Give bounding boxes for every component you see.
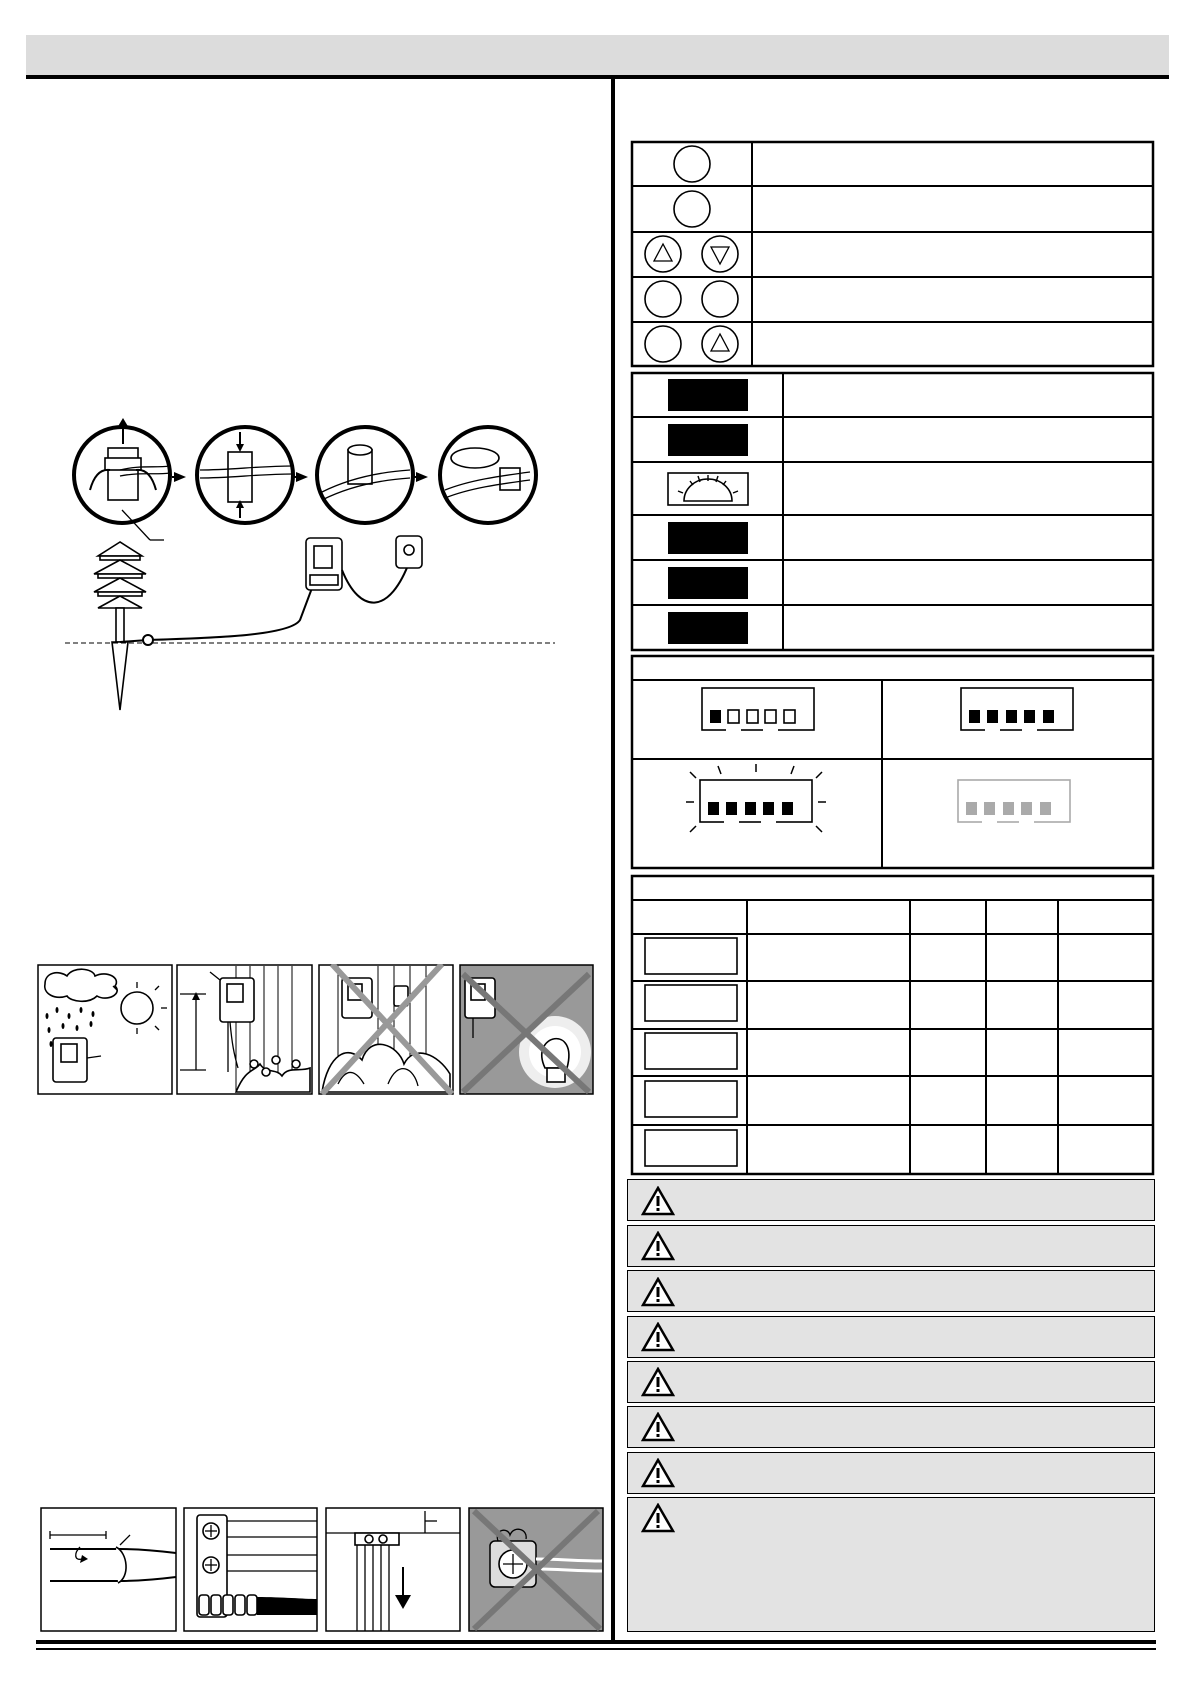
button-function-table [630,140,1155,370]
sunrise-icon [668,473,748,505]
wiring-panel-strip-wire [40,1507,177,1632]
placement-panel-not-behind-plants [318,964,454,1095]
placement-panel-weather [37,964,173,1095]
warning-triangle-icon [641,1412,675,1442]
header-band [26,35,1169,75]
wiring-panel-incorrect [468,1507,604,1632]
warning-box [627,1316,1155,1358]
placement-panel-height [176,964,313,1095]
display-one-segment-icon [702,688,814,730]
display-off-icon [958,780,1070,822]
footer-rule [36,1640,1156,1644]
wiring-panel-insert-down [325,1507,461,1632]
warning-triangle-icon [641,1503,675,1533]
warning-triangle-icon [641,1277,675,1307]
warning-box [627,1406,1155,1448]
wiring-panel-terminals [183,1507,318,1632]
warning-box [627,1179,1155,1221]
connector-step-4-icon [440,427,536,523]
warning-box [627,1270,1155,1312]
warning-triangle-icon [641,1367,675,1397]
path-light-icon [94,542,146,710]
header-rule [26,75,1169,79]
warning-triangle-icon [641,1231,675,1261]
warning-box-large [627,1497,1155,1632]
indicator-table [630,371,1155,652]
warning-triangle-icon [641,1322,675,1352]
outlet-icon [396,536,422,568]
timer-transformer-icon [306,538,410,603]
connector-step-1-icon [74,418,170,523]
warning-box [627,1452,1155,1494]
warning-box [627,1361,1155,1403]
connector-step-2-icon [197,427,293,523]
connector-step-3-icon [317,427,413,523]
warning-triangle-icon [641,1458,675,1488]
placement-panel-not-near-light [459,964,594,1095]
warning-triangle-icon [641,1186,675,1216]
display-all-segments-icon [961,688,1073,730]
warning-box [627,1225,1155,1267]
connector-installation-diagram [60,410,560,760]
column-divider [611,79,615,1640]
display-states-table [630,654,1155,870]
mode-table [630,874,1155,1176]
footer-rule-thin [36,1648,1156,1650]
